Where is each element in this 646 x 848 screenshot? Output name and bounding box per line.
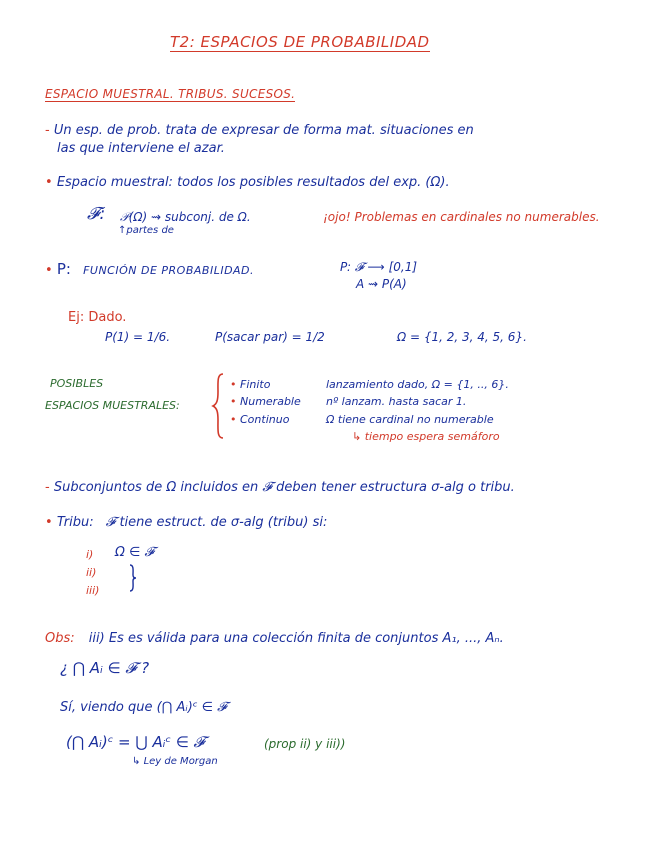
example-omega: Ω = {1, 2, 3, 4, 5, 6}.	[397, 330, 527, 344]
example-label: Ej: Dado.	[68, 310, 127, 325]
dot-bullet: •	[230, 413, 240, 426]
obs-question: ¿ ⋂ Aᵢ ∈ 𝓕 ?	[60, 659, 150, 677]
tribu-cond-i-label: i)	[86, 548, 94, 561]
prob-map-2: A ⇝ P(A)	[356, 277, 407, 291]
partes-de-note: ↑partes de	[118, 225, 174, 236]
kind-example-numerable: nº lanzam. hasta sacar 1.	[326, 395, 467, 408]
dash-bullet: -	[45, 123, 54, 138]
ojo-warning: ¡ojo! Problemas en cardinales no numerables.	[323, 210, 600, 224]
kind-row-continuo: • Continuo	[230, 413, 290, 426]
obs-prop-note: (prop ii) y iii))	[264, 737, 346, 751]
kind-example-finito: lanzamiento dado, Ω = {1, .., 6}.	[326, 378, 509, 391]
example-p1: P(1) = 1/6.	[105, 330, 171, 344]
dot-bullet: •	[230, 378, 240, 391]
tribu-cond-iii-label: iii)	[86, 584, 100, 597]
partes-definition: 𝒫(Ω) ⇝ subconj. de Ω.	[120, 210, 251, 224]
dot-bullet: •	[45, 175, 57, 190]
kind-example-continuo: Ω tiene cardinal no numerable	[326, 413, 494, 426]
obs-line: Obs: iii) Es es válida para una colección finita de conjuntos A₁, ..., Aₙ.	[45, 631, 504, 646]
tribu-line: • Tribu: 𝓕 tiene estruct. de σ-alg (tribu) si:	[45, 515, 328, 530]
kind-row-numerable: • Numerable	[230, 395, 301, 408]
sigma-algebra-symbol: 𝓕:	[87, 204, 106, 224]
right-brace	[128, 563, 138, 593]
morgan-note: ↳ Ley de Morgan	[132, 756, 218, 767]
dash-bullet: -	[45, 480, 54, 495]
obs-si-line: Sí, viendo que (⋂ Aᵢ)ᶜ ∈ 𝓕	[60, 700, 227, 715]
espacio-muestral-line: • Espacio muestral: todos los posibles resultados del exp. (Ω).	[45, 175, 450, 190]
tribu-cond-ii-label: ii)	[86, 566, 97, 579]
subconjuntos-line: - Subconjuntos de Ω incluidos en 𝓕 deben tener estructura σ-alg o tribu.	[45, 480, 515, 495]
page-title: T2: ESPACIOS DE PROBABILIDAD	[170, 33, 430, 51]
prob-map-1: P: 𝓕 ⟶ [0,1]	[340, 260, 418, 274]
prob-line: • P: FUNCIÓN DE PROBABILIDAD.	[45, 260, 255, 278]
dot-bullet: •	[230, 395, 240, 408]
obs-equation: (⋂ Aᵢ)ᶜ = ⋃ Aᵢᶜ ∈ 𝓕	[66, 733, 205, 751]
tribu-cond-i: Ω ∈ 𝓕	[115, 545, 155, 560]
intro-line-2: las que interviene el azar.	[57, 141, 225, 156]
section-heading: ESPACIO MUESTRAL. TRIBUS. SUCESOS.	[45, 87, 296, 101]
posibles-label-2: ESPACIOS MUESTRALES:	[45, 399, 180, 412]
example-p2: P(sacar par) = 1/2	[215, 330, 325, 344]
dot-bullet: •	[45, 263, 57, 278]
kind-row-finito: • Finito	[230, 378, 271, 391]
curly-brace	[211, 372, 227, 440]
intro-line-1: - Un esp. de prob. trata de expresar de forma mat. situaciones en	[45, 123, 474, 138]
kind-example-subnote: ↳ tiempo espera semáforo	[352, 430, 500, 443]
posibles-label-1: POSIBLES	[50, 377, 104, 390]
dot-bullet: •	[45, 515, 57, 530]
